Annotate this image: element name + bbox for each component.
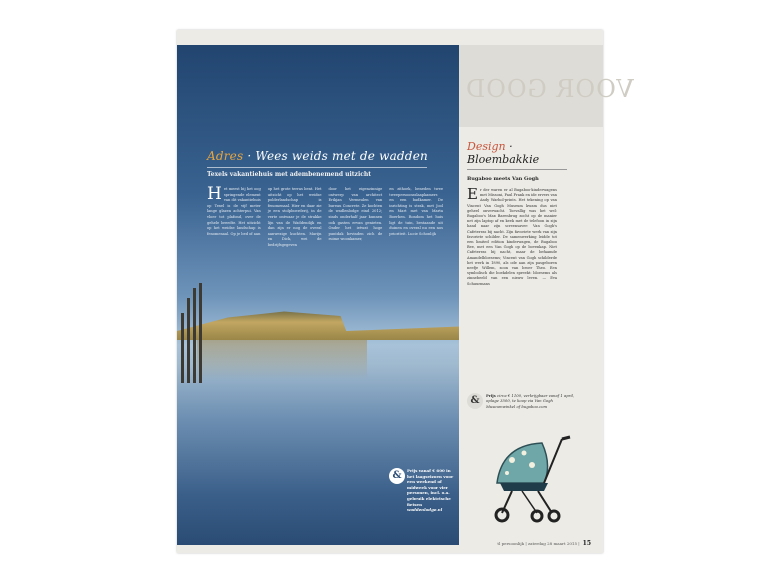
price-info-text: [407, 468, 455, 513]
address-article: [177, 45, 459, 545]
stroller-icon: [482, 425, 582, 525]
design-title: [467, 140, 593, 166]
article-column: op het grote terras bent. Het uitzicht op het weidse polderlandschap is fenomenaal. Hier en daar zie je een stolpboerderij, in de verte ontwaar je de strakke lijn van de Waddendijk en dan zijn er nog de overal aanwezige kuchten. Marijn en Dick, wei de bedrijfsgegeven: [267, 187, 322, 247]
mirrored-masthead-text: VOOR GOOD: [465, 75, 634, 103]
section-keyword: Adres: [207, 149, 244, 163]
title-text: Bloembakkie: [467, 153, 540, 166]
masthead-strip: [459, 45, 634, 127]
section-keyword: Design: [467, 140, 506, 153]
design-subtitle: Bugaboo meets Van Gogh: [467, 176, 539, 182]
article-columns: [207, 184, 443, 249]
price-label: Prijs: [486, 393, 496, 398]
dropcap: H: [207, 184, 222, 204]
page-number: 15: [582, 540, 591, 547]
design-body: [467, 185, 557, 287]
title-separator: ·: [505, 140, 513, 153]
article-title: [207, 149, 428, 163]
design-article: [467, 140, 593, 287]
design-price-text: [486, 393, 577, 409]
ampersand-icon: &: [389, 468, 405, 484]
article-subtitle: Texels vakantiehuis met adembenemend uitzicht: [207, 171, 372, 178]
footer-text: tl persoonlijk | zaterdag 28 maart 2015 |: [497, 541, 580, 546]
title-divider: [207, 167, 427, 168]
price-info-box: [389, 468, 455, 513]
price-description: Prijs vanaf € 600 in het laagseizoen voor een weekend of midweek voor vier personen, incl. o.a. gebruik elektrische fietsen: [407, 468, 454, 507]
body-text: r ​​der waren er al Bugaboo-kinderwagens met Missoni, Paul Frank en ide ervers van Andy Warhol-prints. Het tekening op van Vincent Van Gogh Museum kwam dus niet geheel onverwacht. Toevallig was het wel: Bugaboo's Max Barenbrug zocht op de manier net zijn laptop af en keek met de telefoon in zijn hand naar zijn screensaver: Van Gogh's Cafeterras bij nacht. Zijn favoriete werk van zijn favoriete schilder. De samenwerking leidde tot een limited edition kinderwagen, de Bugaboo Bee, met een Van Gogh op de bovenkap. Niet Cafeterras bij nacht, maar de befaamde Amandelbloesems; Vincent van Gogh schilderde het werk in 1890, als ode aan zijn pasgeboren neefje Willem, zoon van broer Theo. Een symbolisch die boekdelen spreekt: bloesems als zinnebeeld van een nieuw leven. — Eva Schuurmans: [467, 188, 557, 286]
article-column: [207, 184, 261, 249]
article-column: door het eigenzinnige ontwerp van architect Erikjan Vermeulen van bureau Concrete. Ze kochten de wadlenlodge eind 2012; sinds onderhalf jaar kunnen ook gasten ervan genieten. Onder het ietwat hoge puntdak bevinden zich de ruime woonkamer,: [328, 187, 383, 242]
ampersand-icon: &: [467, 393, 483, 409]
price-description: circa € 1100, verkrijgbaar vanaf 1 april, oplage 3500, te koop via Van Gogh Museumwinkel of bugaboo.com: [486, 393, 575, 409]
magazine-page: [177, 30, 634, 553]
design-price-box: [467, 393, 577, 409]
title-separator: ·: [243, 149, 256, 163]
article-column: en zithoek, beneden twee tweepersoonsslaapkamers en een badkamer. De inrichting is strak, met Jool en Mart met van Marta Boerhen. Rondom het huis ligt de tuin, bestaande uit duinen en overal nu een nos prioriteit. Lucie Schonlijk: [389, 187, 443, 236]
website-link[interactable]: waddenlodge.nl: [407, 507, 443, 513]
page-footer: [497, 540, 591, 547]
dropcap: E: [467, 185, 478, 203]
title-text: Wees weids met de wadden: [255, 149, 428, 163]
title-divider: [467, 169, 567, 170]
column-text: et meest bij het oog springende element van dit vakantiehuis op Texel is de vijf meter lange glazen achterpui. Van vloer tot plafond, over de gehele breedte. Het uitzicht op het weidse landschap is fenomenaal. Op je bed of aan: [207, 187, 261, 236]
